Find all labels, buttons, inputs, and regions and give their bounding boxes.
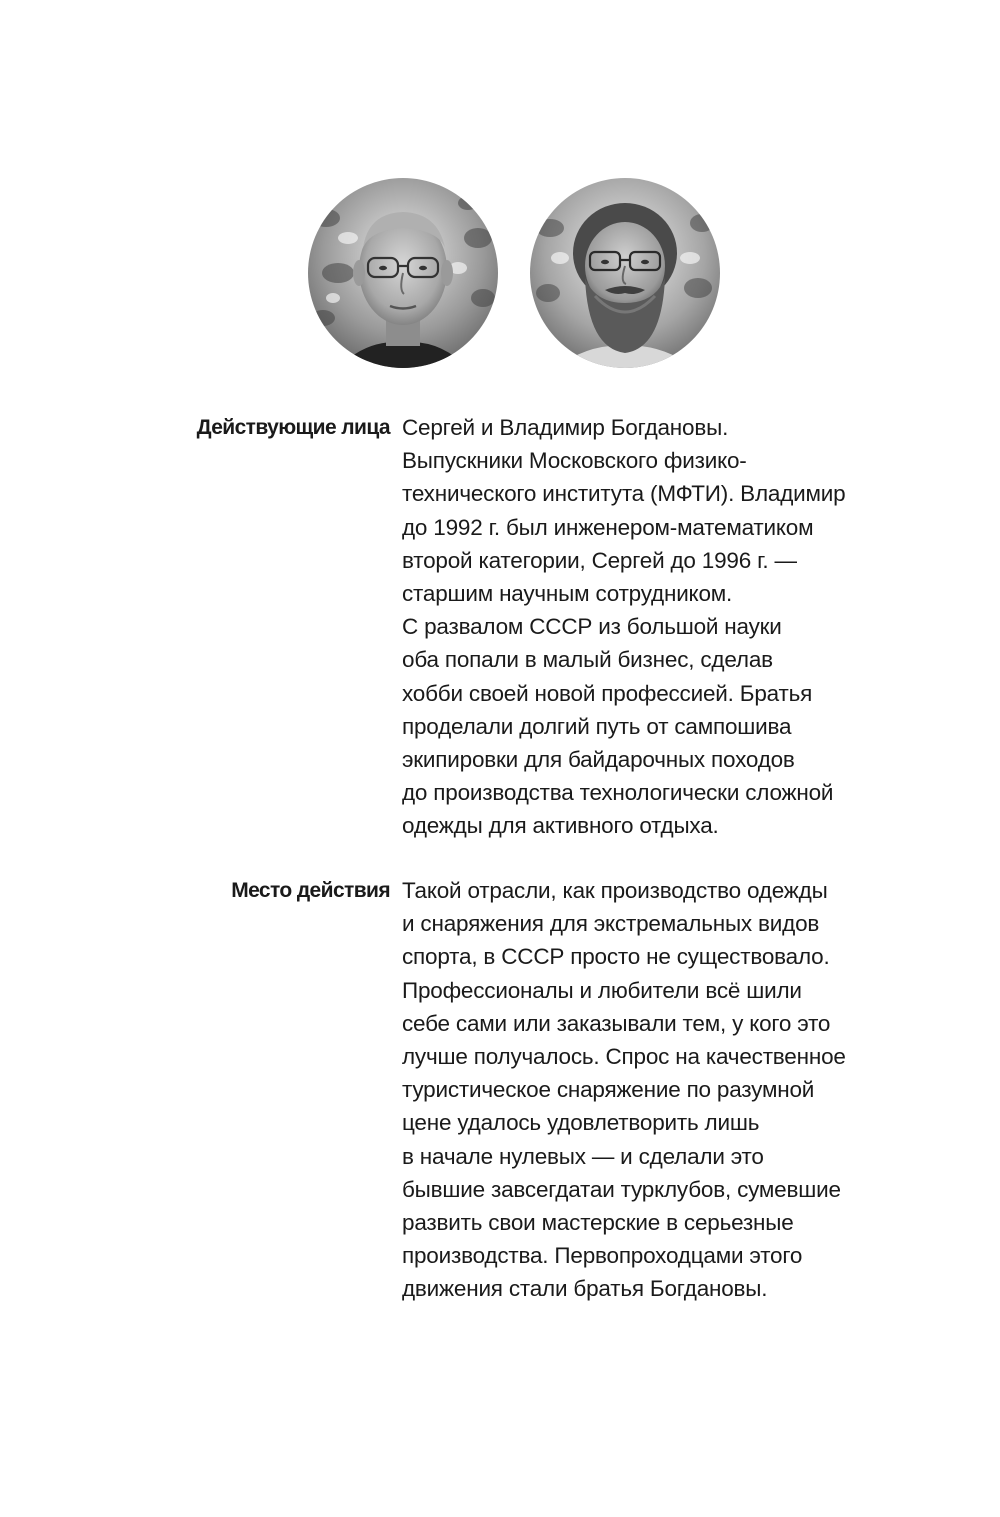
text-line: движения стали братья Богдановы.: [402, 1276, 768, 1302]
text-line: бывшие завсегдатаи турклубов, сумевшие: [402, 1176, 841, 1202]
text-line: производства. Первопроходцами этого: [402, 1243, 803, 1269]
text-line: С развалом СССР из большой науки: [402, 614, 782, 640]
text-line: второй категории, Сергей до 1996 г. —: [402, 547, 797, 573]
text-line: до производства технологически сложной: [402, 780, 834, 806]
section-text: [402, 411, 882, 843]
portrait-bearded-man-icon: [530, 178, 720, 368]
section-label: Действующие лица: [196, 416, 390, 439]
text-line: Профессионалы и любители всё шили: [402, 977, 802, 1003]
portrait-clean-shaven-man-icon: [308, 178, 498, 368]
portrait-sergey: [308, 178, 498, 368]
text-line: Выпускники Московского физико-: [402, 448, 747, 474]
text-line: Сергей и Владимир Богдановы.: [402, 415, 729, 440]
text-line: туристическое снаряжение по разумной: [402, 1077, 815, 1103]
text-line: старшим научным сотрудником.: [402, 581, 733, 607]
text-line: себе сами или заказывали тем, у кого это: [402, 1010, 831, 1036]
text-line: хобби своей новой профессией. Братья: [402, 680, 813, 706]
text-line: экипировки для байдарочных походов: [402, 747, 795, 773]
section-text: [402, 874, 882, 1306]
text-line: развить свои мастерские в серьезные: [402, 1210, 794, 1236]
text-line: Такой отрасли, как производство одежды: [402, 878, 828, 903]
text-line: в начале нулевых — и сделали это: [402, 1143, 764, 1169]
text-line: оба попали в малый бизнес, сделав: [402, 647, 773, 673]
section-label: Место действия: [231, 879, 390, 902]
text-line: спорта, в СССР просто не существовало.: [402, 944, 830, 970]
text-line: проделали долгий путь от сампошива: [402, 713, 792, 739]
text-line: одежды для активного отдыха.: [402, 813, 719, 839]
text-line: технического института (МФТИ). Владимир: [402, 481, 846, 507]
portrait-vladimir: [530, 178, 720, 368]
text-line: и снаряжения для экстремальных видов: [402, 911, 820, 937]
text-line: цене удалось удовлетворить лишь: [402, 1110, 760, 1136]
portraits: [308, 178, 723, 368]
text-line: лучше получалось. Спрос на качественное: [402, 1044, 846, 1070]
text-line: до 1992 г. был инженером-математиком: [402, 514, 814, 540]
